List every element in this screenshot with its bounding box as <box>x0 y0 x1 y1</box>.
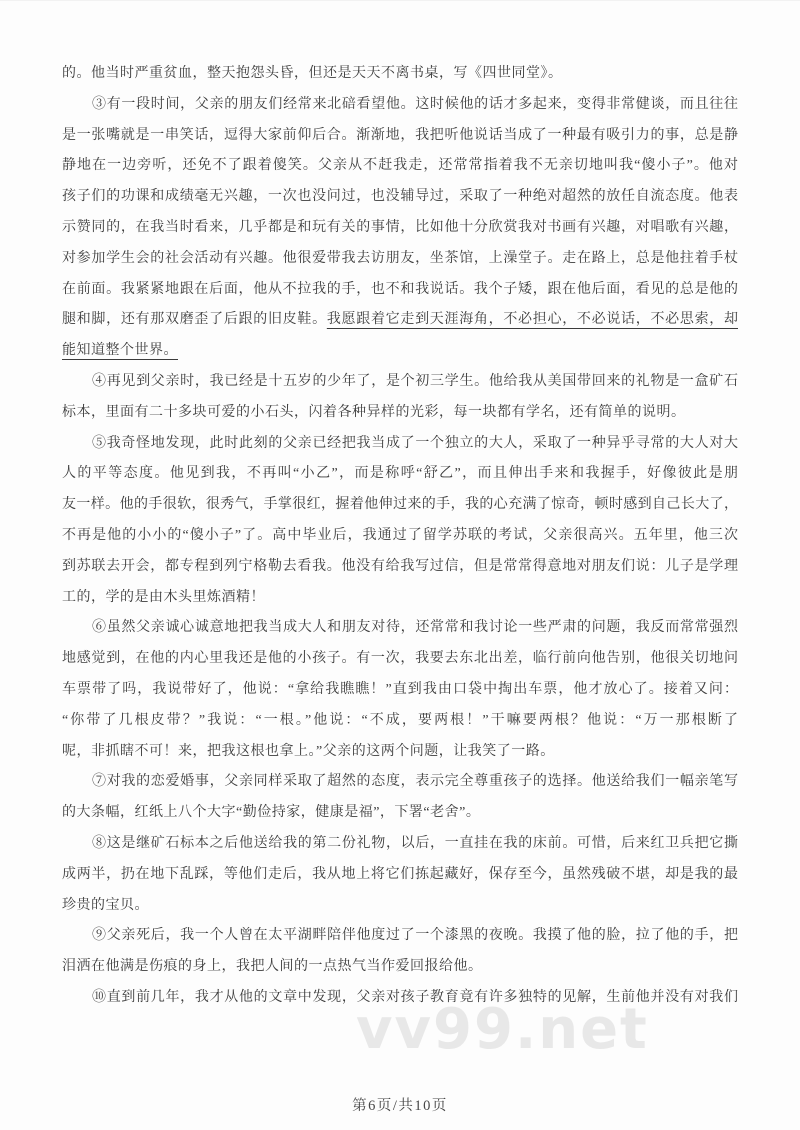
text-segment: ⑤我奇怪地发现，此时此刻的父亲已经把我当成了一个独立的大人，采取了一种异乎寻常的大人对大 <box>92 435 738 451</box>
text-segment: “你带了几根皮带？”我说：“一根。”他说：“不成，要两根！”干嘛要两根？他说：“万一那根断了 <box>62 712 738 728</box>
text-line <box>62 521 738 552</box>
text-segment: 示赞同的，在我当时看来，几乎都是和玩有关的事情，比如他十分欣赏我对书画有兴趣，对唱歌有兴趣， <box>62 219 738 235</box>
text-line <box>62 952 738 983</box>
text-segment: 标本，里面有二十多块可爱的小石头，闪着各种异样的光彩，每一块都有学名，还有简单的说明。 <box>62 404 686 420</box>
text-line <box>62 121 738 152</box>
text-line <box>62 367 738 398</box>
text-line <box>62 305 738 336</box>
text-line <box>62 59 738 90</box>
text-line <box>62 891 738 922</box>
text-line <box>62 490 738 521</box>
text-segment: 不再是他的小小的“傻小子”了。高中毕业后，我通过了留学苏联的考试，父亲很高兴。五年里，他三次 <box>62 527 738 543</box>
text-line <box>62 921 738 952</box>
text-segment: 腿和脚，还有那双磨歪了后跟的旧皮鞋。 <box>62 312 327 328</box>
text-segment: 工的，学的是由木头里炼酒精！ <box>62 589 265 605</box>
text-line <box>62 552 738 583</box>
text-segment: 地感觉到，在他的内心里我还是他的小孩子。有一次，我要去东北出差，临行前向他告别，他很关切地问 <box>62 651 738 667</box>
text-line <box>62 459 738 490</box>
text-line <box>62 675 738 706</box>
text-segment: ⑩直到前几年，我才从他的文章中发现，父亲对孩子教育竟有许多独特的见解，生前他并没有对我们 <box>92 989 738 1005</box>
document-body <box>62 59 738 1014</box>
text-line <box>62 583 738 614</box>
text-segment: 的。他当时严重贫血，整天抱怨头昏，但还是天天不离书桌，写《四世同堂》。 <box>62 66 563 81</box>
text-line <box>62 798 738 829</box>
text-line <box>62 737 738 768</box>
text-line <box>62 767 738 798</box>
text-segment: 在前面。我紧紧地跟在后面，他从不拉我的手，也不和我说话。我个子矮，跟在他后面，看见的总是他的 <box>62 281 738 297</box>
text-segment: 孩子们的功课和成绩毫无兴趣，一次也没问过，也没辅导过，采取了一种绝对超然的放任自流态度。他表 <box>62 189 738 205</box>
text-line <box>62 182 738 213</box>
text-segment: ⑦对我的恋爱婚事，父亲同样采取了超然的态度，表示完全尊重孩子的选择。他送给我们一幅亲笔写 <box>92 774 738 790</box>
text-line <box>62 151 738 182</box>
text-segment: 静地在一边旁听，还免不了跟着傻笑。父亲从不赶我走，还常常指着我不无亲切地叫我“傻小子”。他对 <box>62 158 738 174</box>
text-segment: 友一样。他的手很软，很秀气，手掌很红，握着他伸过来的手，我的心充满了惊奇，顿时感到自己长大了， <box>62 497 738 513</box>
text-segment: 的大条幅，红纸上八个大字“勤俭持家，健康是福”，下署“老舍”。 <box>62 805 481 821</box>
text-segment: 成两半，扔在地下乱踩，等他们走后，我从地上将它们拣起藏好，保存至今，虽然残破不堪，却是我的最 <box>62 866 738 882</box>
text-line <box>62 213 738 244</box>
text-segment: ⑨父亲死后，我一个人曾在太平湖畔陪伴他度过了一个漆黑的夜晚。我摸了他的脸，拉了他的手，把 <box>92 928 738 944</box>
text-line <box>62 244 738 275</box>
text-segment: 珍贵的宝贝。 <box>62 897 149 913</box>
text-segment: 人的平等态度。他见到我，不再叫“小乙”，而是称呼“舒乙”，而且伸出手来和我握手，好像彼此是朋 <box>62 466 738 482</box>
text-line <box>62 860 738 891</box>
text-segment: 到苏联去开会，都专程到列宁格勒去看我。他没有给我写过信，但是常常得意地对朋友们说：儿子是学理 <box>62 558 738 574</box>
text-line <box>62 336 738 367</box>
text-segment: 对参加学生会的社会活动有兴趣。他很爱带我去访朋友，坐茶馆，上澡堂子。走在路上，总是他拄着手杖 <box>62 250 738 266</box>
text-line <box>62 706 738 737</box>
text-segment: 呢，非抓瞎不可！来，把我这根也拿上。”父亲的这两个问题，让我笑了一路。 <box>62 743 555 759</box>
underlined-text-segment: 能知道整个世界。 <box>62 343 178 359</box>
text-line <box>62 398 738 429</box>
text-line <box>62 829 738 860</box>
text-segment: ⑥虽然父亲诚心诚意地把我当成大人和朋友对待，还常常和我讨论一些严肃的问题，我反而常常强烈 <box>92 620 738 636</box>
text-line <box>62 613 738 644</box>
text-line <box>62 644 738 675</box>
text-segment: ④再见到父亲时，我已经是十五岁的少年了，是个初三学生。他给我从美国带回来的礼物是一盒矿石 <box>92 373 738 389</box>
text-segment: ⑧这是继矿石标本之后他送给我的第二份礼物，以后，一直挂在我的床前。可惜，后来红卫兵把它撕 <box>92 835 738 851</box>
text-line <box>62 90 738 121</box>
watermark-text: vv99.net <box>356 997 649 1062</box>
text-line <box>62 983 738 1014</box>
text-segment: 泪洒在他满是伤痕的身上，我把人间的一点热气当作爱回报给他。 <box>62 959 483 975</box>
text-line <box>62 429 738 460</box>
underlined-text-segment: 我愿跟着它走到天涯海角，不必担心，不必说话，不必思索，却 <box>326 312 738 328</box>
text-segment: 是一张嘴就是一串笑话，逗得大家前仰后合。渐渐地，我把听他说话当成了一种最有吸引力的事，总是静 <box>62 127 738 143</box>
page-number-footer: 第6页/共10页 <box>352 1098 448 1114</box>
text-line <box>62 275 738 306</box>
text-segment: ③有一段时间，父亲的朋友们经常来北碚看望他。这时候他的话才多起来，变得非常健谈，而且往往 <box>92 96 738 112</box>
text-segment: 车票带了吗，我说带好了，他说：“拿给我瞧瞧！”直到我由口袋中掏出车票，他才放心了。接着又问： <box>62 681 738 697</box>
